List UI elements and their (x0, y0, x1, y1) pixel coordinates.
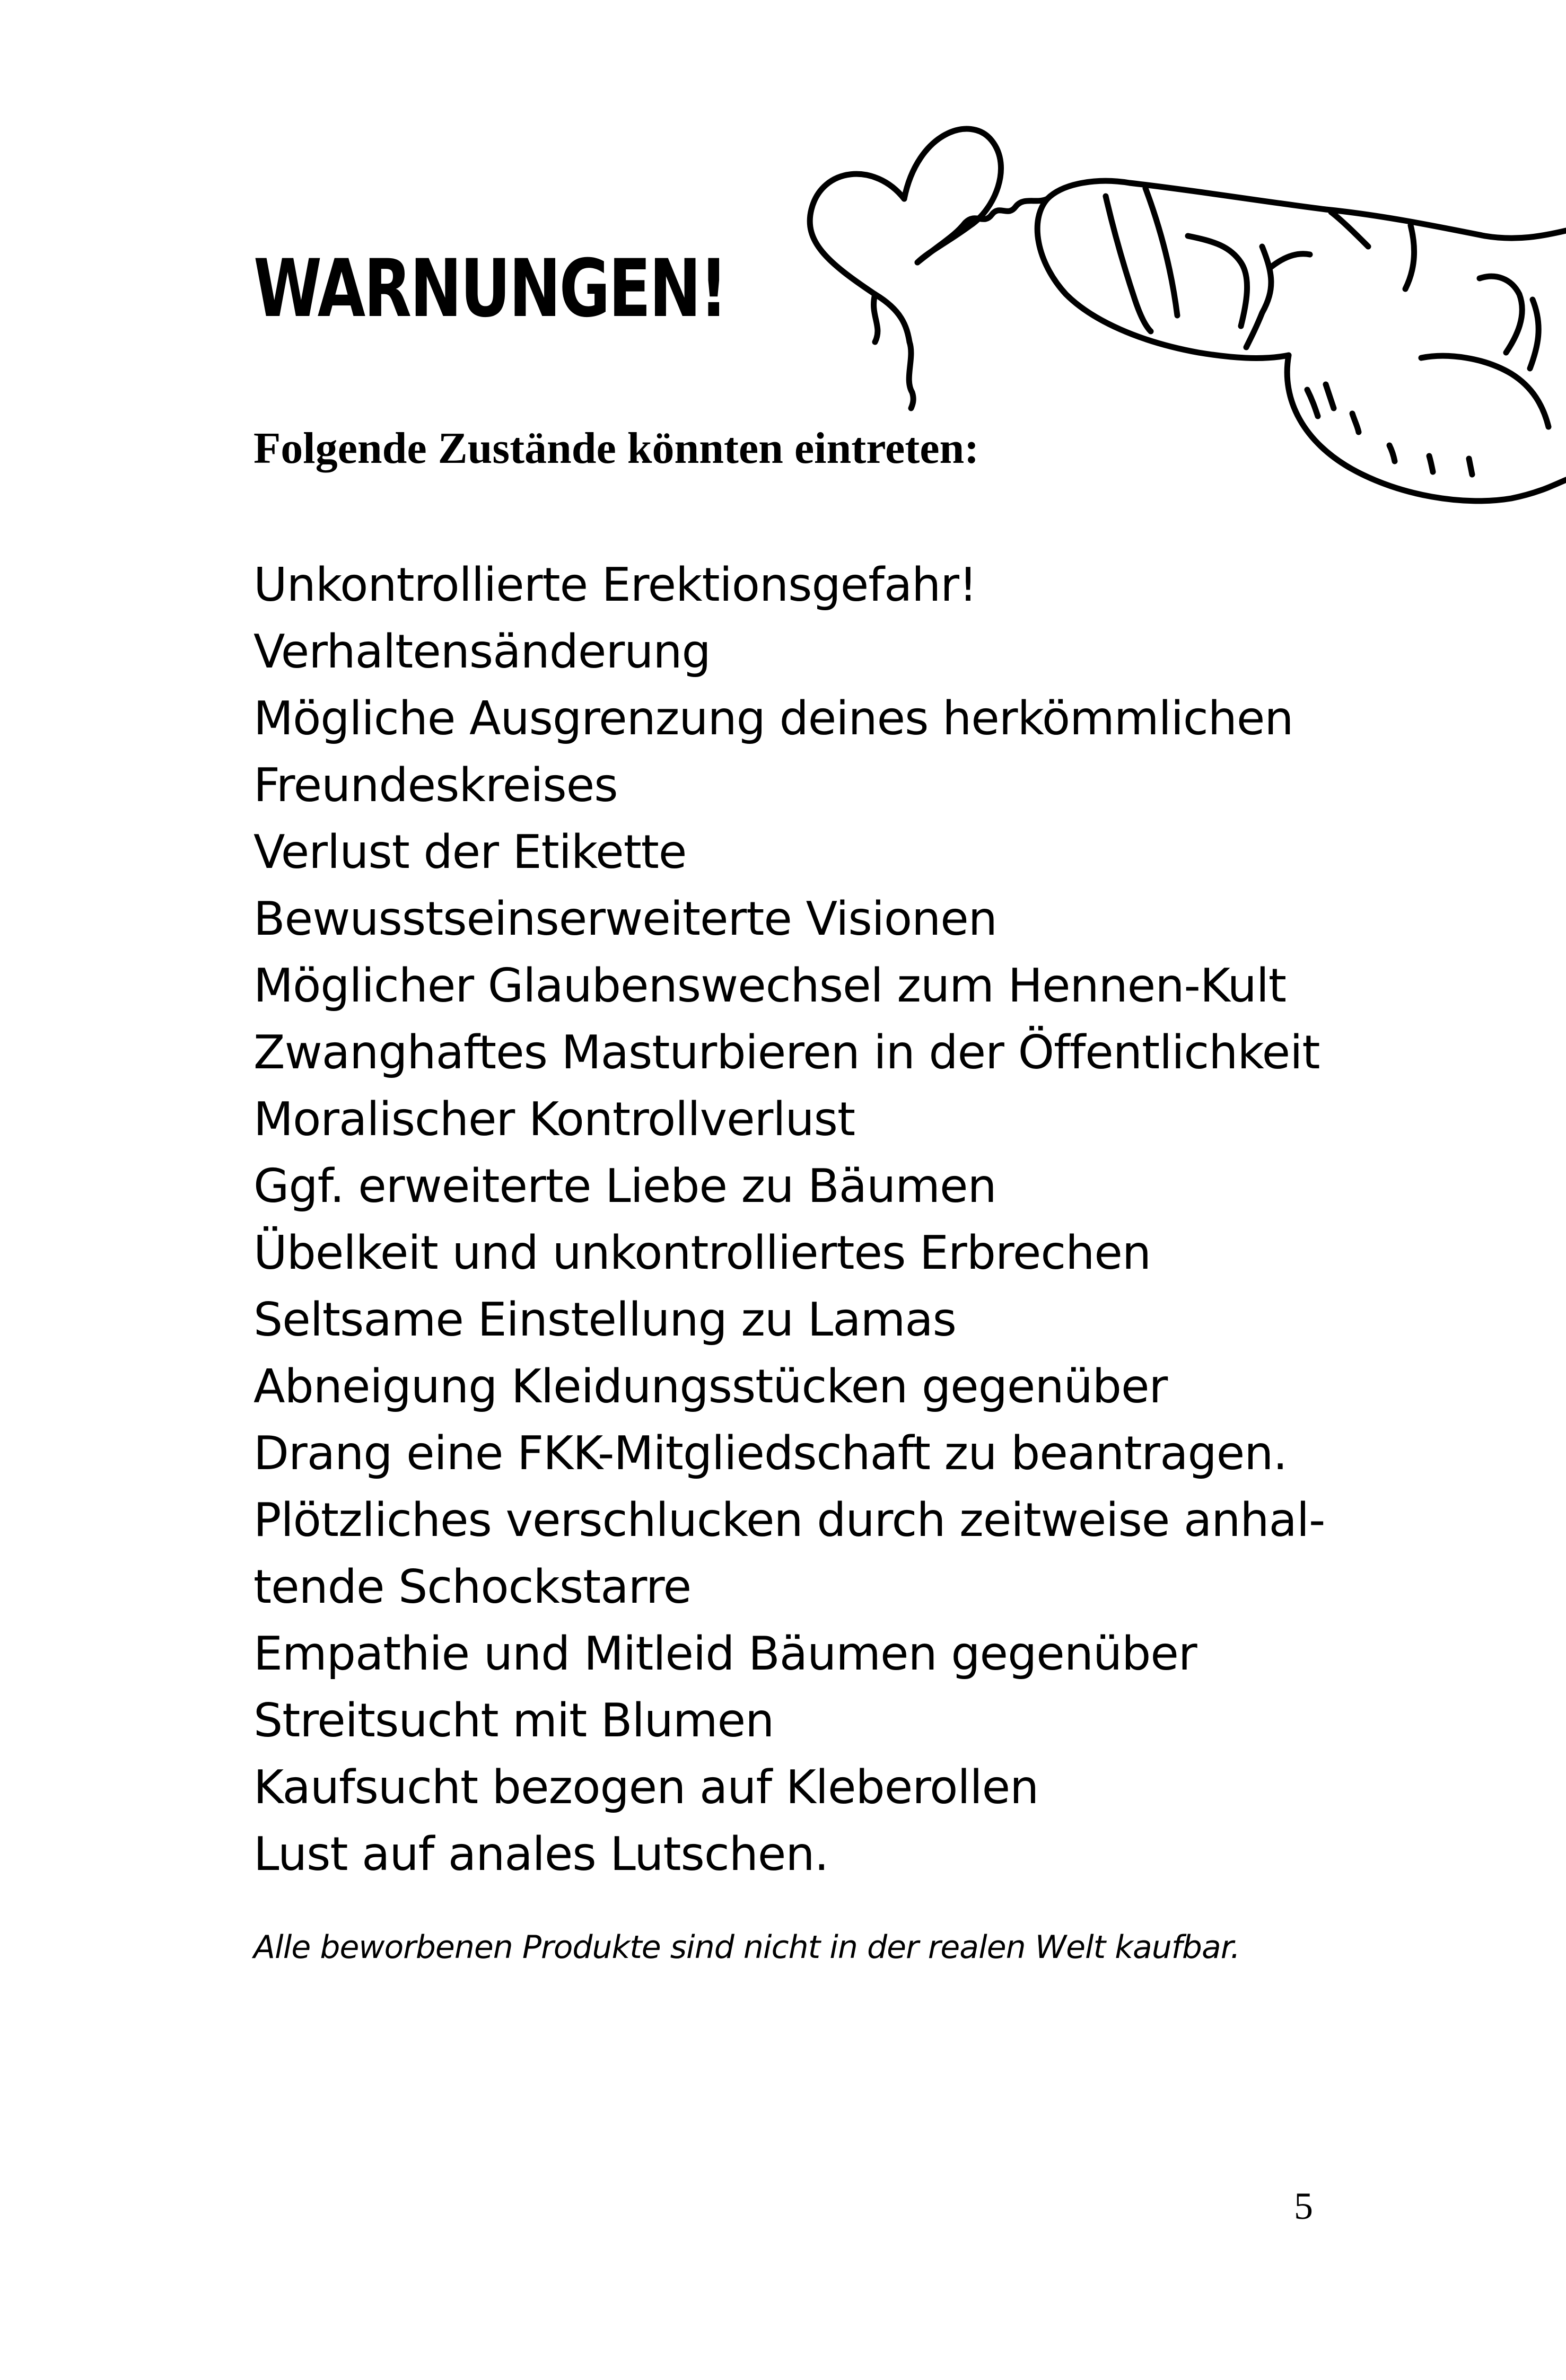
list-item: Bewusstseinserweiterte Visionen (253, 892, 997, 946)
list-item: Unkontrollierte Erektionsgefahr! (253, 558, 977, 612)
page-title: WARNUNGEN! (253, 243, 727, 335)
list-item: Übelkeit und unkontrolliertes Erbrechen (253, 1226, 1151, 1280)
list-item: Streitsucht mit Blumen (253, 1693, 774, 1747)
disclaimer: Alle beworbenen Produkte sind nicht in der realen Welt kaufbar. (253, 1929, 1240, 1966)
list-item: Verlust der Etikette (253, 825, 687, 879)
list-item: Lust auf anales Lutschen. (253, 1827, 829, 1881)
list-item: Empathie und Mitleid Bäumen gegenüber (253, 1627, 1197, 1681)
list-item: Freundeskreises (253, 758, 618, 812)
list-item: Ggf. erweiterte Liebe zu Bäumen (253, 1159, 996, 1213)
list-item: Mögliche Ausgrenzung deines herkömmlichen (253, 691, 1293, 745)
list-item: Möglicher Glaubenswechsel zum Hennen-Kult (253, 959, 1287, 1013)
page-number: 5 (1294, 2185, 1313, 2227)
list-item: Moralischer Kontrollverlust (253, 1092, 855, 1146)
list-item: Drang eine FKK-Mitgliedschaft zu beantragen. (253, 1426, 1288, 1480)
list-item: Zwanghaftes Masturbieren in der Öffentlichkeit (253, 1025, 1320, 1079)
warning-list (253, 551, 1325, 1887)
list-item: Kaufsucht bezogen auf Kleberollen (253, 1760, 1039, 1814)
list-item: Abneigung Kleidungsstücken gegenüber (253, 1359, 1168, 1413)
list-item: Seltsame Einstellung zu Lamas (253, 1293, 956, 1347)
subtitle: Folgende Zustände könnten eintreten: (253, 424, 979, 473)
list-item: Verhaltensänderung (253, 625, 711, 679)
list-item: tende Schockstarre (253, 1560, 692, 1614)
list-item: Plötzliches verschlucken durch zeitweise anhal- (253, 1493, 1325, 1547)
